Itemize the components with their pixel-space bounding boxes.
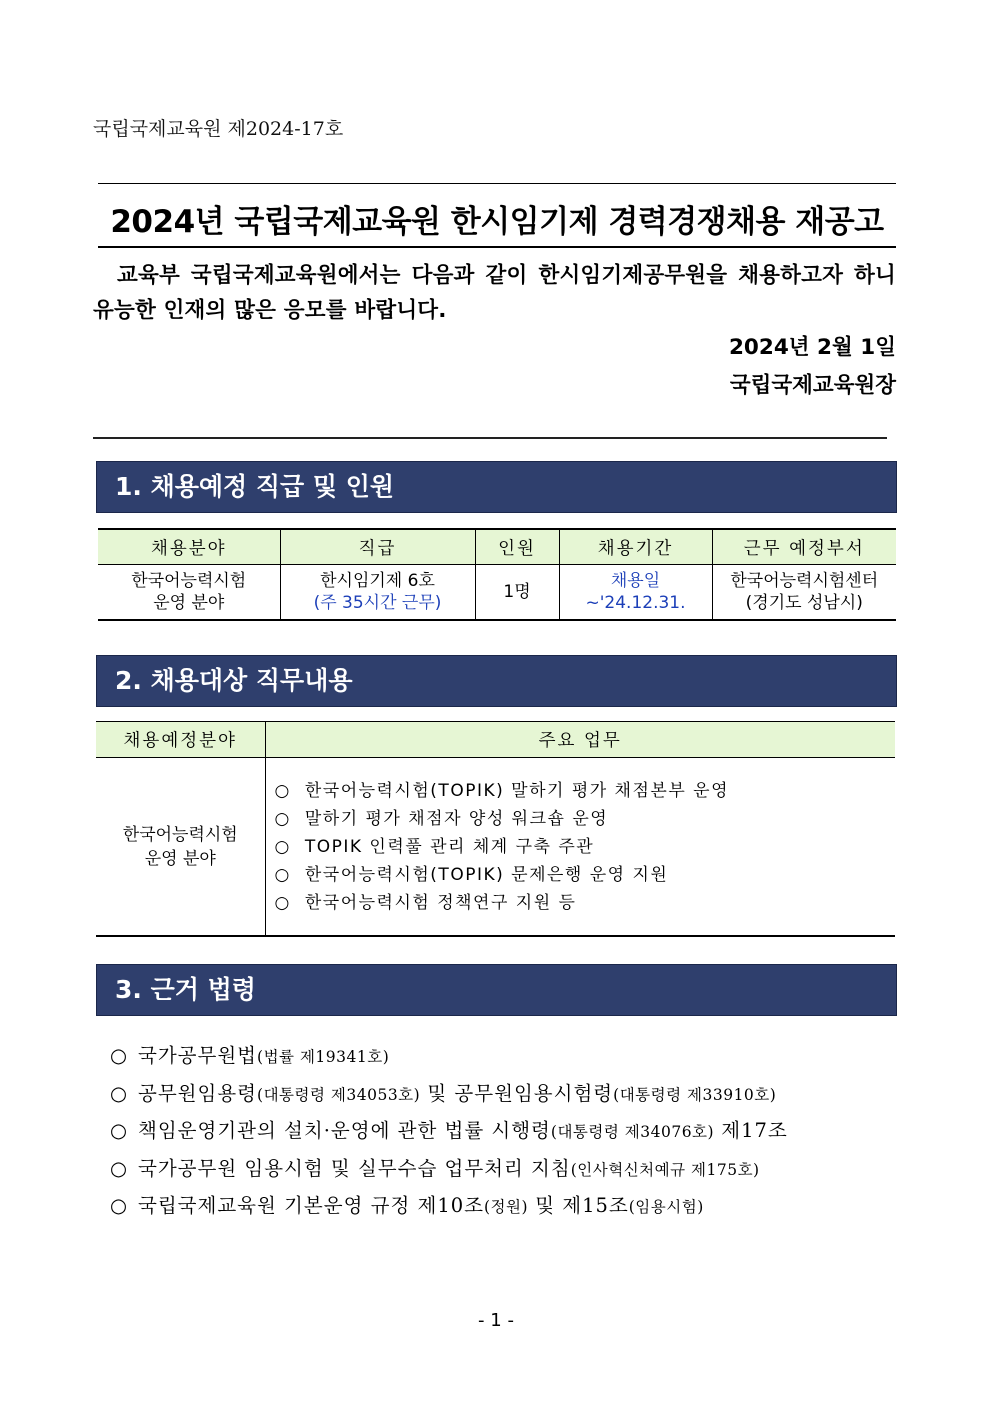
section-3-heading: 3. 근거 법령	[96, 964, 897, 1016]
law-name: 국립국제교육원 기본운영 규정 제10조	[138, 1194, 484, 1217]
issuer-name: 국립국제교육원장	[729, 373, 896, 398]
law-name: 국가공무원 임용시험 및 실무수습 업무처리 지침	[138, 1156, 571, 1180]
grade-line-2: (주 35시간 근무)	[313, 593, 442, 613]
cell-department	[712, 565, 896, 621]
announcement-date: 2024년 2월 1일	[728, 335, 896, 360]
intro-paragraph: 교육부 국립국제교육원에서는 다음과 같이 한시임기제공무원을 채용하고자 하니 유능한 인재의 많은 응모를 바랍니다.	[93, 263, 896, 323]
page-number: - 1 -	[478, 1310, 514, 1331]
field-line-1: 한국어능력시험	[131, 571, 247, 591]
law-name: 국가공무원법	[138, 1044, 258, 1067]
cell-period	[559, 565, 712, 621]
field-line-2: 운영 분야	[153, 593, 225, 613]
bullet-icon: ○	[110, 1156, 129, 1180]
table-header-row	[98, 529, 896, 565]
cell-count: 1명	[475, 565, 559, 621]
list-item	[110, 1150, 788, 1188]
header-planned-field: 채용예정분야	[96, 722, 265, 758]
bullet-icon: ○	[110, 1194, 129, 1217]
header-grade: 직급	[280, 529, 475, 565]
header-period: 채용기간	[559, 529, 712, 565]
field-line-1: 한국어능력시험	[122, 824, 238, 845]
law-name: 공무원임용령	[138, 1081, 258, 1105]
bullet-icon: ○	[110, 1044, 129, 1067]
duties-table	[96, 721, 895, 937]
list-item: ○ TOPIK 인력풀 관리 체계 구축 주관	[275, 833, 895, 861]
field-line-2: 운영 분야	[144, 848, 216, 869]
document-number: 국립국제교육원 제2024-17호	[93, 118, 344, 140]
cell-grade	[280, 565, 475, 621]
law-note-2: (임용시험)	[628, 1198, 704, 1216]
law-note-2: (대통령령 제33910호)	[613, 1085, 777, 1104]
law-note: (대통령령 제34076호)	[550, 1123, 715, 1141]
duty-list	[267, 777, 895, 917]
department-line-2: (경기도 성남시)	[745, 593, 863, 613]
bullet-icon: ○	[110, 1119, 129, 1142]
title-top-rule	[98, 183, 896, 184]
title-bottom-rule	[98, 246, 896, 248]
law-note: (대통령령 제34053호)	[257, 1085, 421, 1104]
department-line-1: 한국어능력시험센터	[730, 571, 879, 591]
table-header-row	[96, 722, 895, 758]
list-item: ○ 말하기 평가 채점자 양성 워크숍 운영	[275, 805, 895, 833]
section-2-heading: 2. 채용대상 직무내용	[96, 655, 897, 707]
header-field: 채용분야	[98, 529, 280, 565]
law-note: (법률 제19341호)	[257, 1048, 390, 1066]
table-row	[98, 565, 896, 621]
law-note: (인사혁신처예규 제175호)	[570, 1160, 760, 1179]
law-name-2: 및 공무원임용시험령	[420, 1081, 614, 1105]
horizontal-divider	[93, 437, 887, 439]
recruitment-table	[98, 528, 896, 621]
bullet-icon: ○	[110, 1081, 129, 1105]
list-item: ○ 한국어능력시험 정책연구 지원 등	[275, 889, 895, 917]
list-item	[110, 1187, 788, 1225]
cell-field	[98, 565, 280, 621]
list-item: ○ 한국어능력시험(TOPIK) 문제은행 운영 지원	[275, 861, 895, 889]
law-article: 제17조	[714, 1119, 788, 1142]
table-row	[96, 758, 895, 937]
legal-basis-list	[110, 1037, 788, 1225]
section-1-heading: 1. 채용예정 직급 및 인원	[96, 461, 897, 513]
page-title: 2024년 국립국제교육원 한시임기제 경력경쟁채용 재공고	[110, 204, 884, 240]
list-item	[110, 1075, 788, 1113]
list-item	[110, 1112, 788, 1150]
header-count: 인원	[475, 529, 559, 565]
cell-planned-field	[96, 758, 265, 937]
list-item	[110, 1037, 788, 1075]
grade-line-1: 한시임기제 6호	[320, 571, 435, 591]
law-note: (정원)	[483, 1198, 529, 1216]
list-item: ○ 한국어능력시험(TOPIK) 말하기 평가 채점본부 운영	[275, 777, 895, 805]
law-article: 및 제15조	[528, 1194, 629, 1217]
header-main-duties: 주요 업무	[265, 722, 895, 758]
period-line-1: 채용일	[610, 571, 661, 591]
cell-duties	[265, 758, 895, 937]
law-name: 책임운영기관의 설치·운영에 관한 법률 시행령	[138, 1119, 551, 1142]
period-line-2: ~'24.12.31.	[585, 593, 686, 613]
header-department: 근무 예정부서	[712, 529, 896, 565]
